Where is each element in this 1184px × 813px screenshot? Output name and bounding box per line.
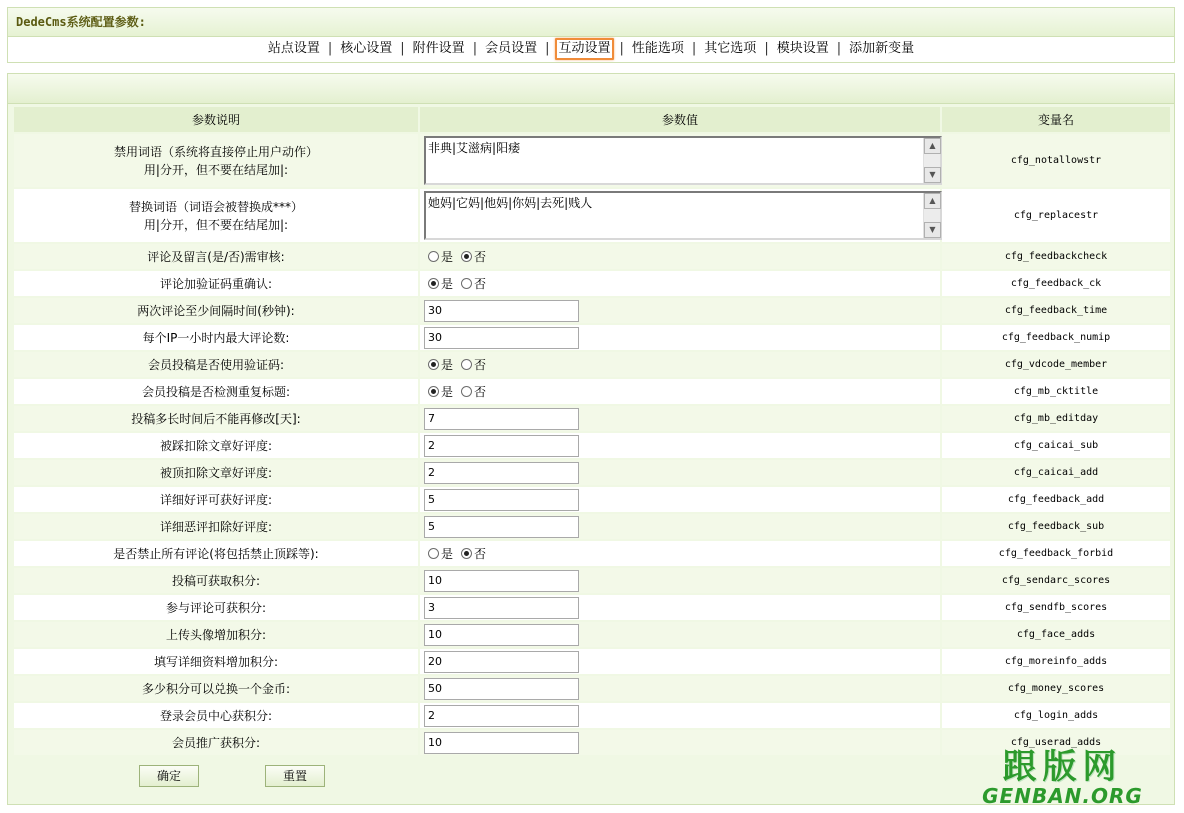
param-description (13, 540, 419, 567)
config-row-cfg_replacestr (13, 188, 1171, 243)
param-description (13, 459, 419, 486)
config-row-cfg_face_adds (13, 621, 1171, 648)
config-row-cfg_mb_editday (13, 405, 1171, 432)
param-variable-name: cfg_vdcode_member (941, 351, 1171, 378)
textarea-scrollbar[interactable] (923, 193, 940, 238)
config-row-cfg_feedback_numip (13, 324, 1171, 351)
param-description-line: 参与评论可获积分: (165, 600, 267, 615)
param-description (13, 513, 419, 540)
radio-label[interactable]: 是 (441, 358, 454, 372)
param-text-input[interactable] (424, 435, 579, 457)
param-value (419, 459, 941, 486)
param-variable-name: cfg_sendfb_scores (941, 594, 1171, 621)
param-description (13, 351, 419, 378)
param-description-line: 被顶扣除文章好评度: (159, 465, 273, 480)
param-text-input[interactable] (424, 462, 579, 484)
nav-separator: | (400, 41, 405, 56)
scroll-up-icon[interactable]: ▲ (924, 193, 941, 209)
param-variable-name: cfg_feedback_sub (941, 513, 1171, 540)
param-description (13, 594, 419, 621)
param-description (13, 188, 419, 243)
param-value (419, 270, 941, 297)
radio-label[interactable]: 是 (441, 250, 454, 264)
param-radio-group (424, 545, 490, 562)
param-variable-name: cfg_mb_cktitle (941, 378, 1171, 405)
param-value (419, 567, 941, 594)
param-value (419, 243, 941, 270)
param-text-input[interactable] (424, 489, 579, 511)
param-description (13, 243, 419, 270)
config-main-panel (7, 73, 1175, 808)
param-radio-group (424, 356, 490, 373)
param-description-line: 替换词语（词语会被替换成***） (128, 199, 303, 214)
radio-button-no[interactable] (461, 386, 472, 397)
param-description-line: 评论加验证码重确认: (159, 276, 273, 291)
param-textarea-value[interactable]: 她妈|它妈|他妈|你妈|去死|贱人 (428, 196, 593, 210)
config-row-cfg_moreinfo_adds (13, 648, 1171, 675)
param-description-line: 会员投稿是否检测重复标题: (141, 384, 291, 399)
param-variable-name: cfg_caicai_sub (941, 432, 1171, 459)
param-description-line: 被踩扣除文章好评度: (159, 438, 273, 453)
param-variable-name: cfg_notallowstr (941, 133, 1171, 188)
param-variable-name: cfg_feedback_time (941, 297, 1171, 324)
param-variable-name: cfg_caicai_add (941, 459, 1171, 486)
radio-label[interactable]: 否 (474, 385, 487, 399)
config-row-cfg_feedback_add (13, 486, 1171, 513)
scroll-up-icon[interactable]: ▲ (924, 138, 941, 154)
param-text-input[interactable] (424, 327, 579, 349)
config-row-cfg_money_scores (13, 675, 1171, 702)
confirm-button[interactable]: 确定 (139, 765, 199, 787)
radio-label[interactable]: 是 (441, 385, 454, 399)
header-variable: 变量名 (941, 106, 1171, 133)
param-variable-name: cfg_moreinfo_adds (941, 648, 1171, 675)
nav-tab-4[interactable]: 互动设置 (555, 38, 613, 60)
param-description (13, 378, 419, 405)
param-description-line: 每个IP一小时内最大评论数: (142, 330, 290, 345)
param-description-line: 填写详细资料增加积分: (153, 654, 279, 669)
radio-label[interactable]: 是 (441, 547, 454, 561)
radio-button-yes[interactable] (428, 251, 439, 262)
config-row-cfg_caicai_sub (13, 432, 1171, 459)
radio-label[interactable]: 是 (441, 277, 454, 291)
radio-button-yes[interactable] (428, 278, 439, 289)
param-radio-group (424, 383, 490, 400)
param-description-line: 详细好评可获好评度: (159, 492, 273, 507)
param-text-input[interactable] (424, 408, 579, 430)
settings-nav (8, 37, 1174, 62)
config-row-cfg_login_adds (13, 702, 1171, 729)
radio-label[interactable]: 否 (474, 547, 487, 561)
radio-button-yes[interactable] (428, 386, 439, 397)
param-description-line: 会员投稿是否使用验证码: (147, 357, 285, 372)
param-value (419, 729, 941, 756)
param-description (13, 729, 419, 756)
param-variable-name: cfg_face_adds (941, 621, 1171, 648)
scroll-down-icon[interactable]: ▼ (924, 222, 941, 238)
config-row-cfg_feedback_sub (13, 513, 1171, 540)
param-value (419, 486, 941, 513)
nav-separator: | (545, 41, 550, 56)
param-description (13, 702, 419, 729)
param-description (13, 648, 419, 675)
config-row-cfg_notallowstr (13, 133, 1171, 188)
param-description (13, 405, 419, 432)
nav-tab-2[interactable]: 附件设置 (412, 41, 465, 56)
radio-button-yes[interactable] (428, 548, 439, 559)
param-description-line: 两次评论至少间隔时间(秒钟): (137, 303, 295, 318)
textarea-scrollbar[interactable] (923, 138, 940, 183)
nav-separator: | (836, 41, 842, 56)
param-description-line: 用|分开，但不要在结尾加|: (143, 162, 289, 177)
param-text-input[interactable] (424, 516, 579, 538)
watermark-en: GENBAN.ORG (982, 784, 1143, 808)
param-variable-name: cfg_feedback_ck (941, 270, 1171, 297)
param-value (419, 675, 941, 702)
param-description-line: 投稿可获取积分: (171, 573, 261, 588)
nav-tab-5[interactable]: 性能选项 (631, 41, 684, 56)
param-value (419, 621, 941, 648)
nav-tab-8[interactable]: 添加新变量 (849, 41, 915, 56)
param-text-input[interactable] (424, 570, 579, 592)
param-radio-group (424, 275, 490, 292)
param-description (13, 675, 419, 702)
radio-button-no[interactable] (461, 278, 472, 289)
radio-button-no[interactable] (461, 251, 472, 262)
param-description-line: 登录会员中心获积分: (159, 708, 273, 723)
radio-button-no[interactable] (461, 359, 472, 370)
param-variable-name: cfg_feedback_forbid (941, 540, 1171, 567)
param-variable-name: cfg_userad_adds (941, 729, 1171, 756)
param-value (419, 432, 941, 459)
param-radio-group (424, 248, 490, 265)
param-description-line: 详细恶评扣除好评度: (159, 519, 273, 534)
param-value (419, 378, 941, 405)
param-description-line: 投稿多长时间后不能再修改[天]: (131, 411, 301, 426)
param-description (13, 133, 419, 188)
config-row-cfg_feedbackcheck (13, 243, 1171, 270)
param-text-input[interactable] (424, 597, 579, 619)
param-variable-name: cfg_sendarc_scores (941, 567, 1171, 594)
param-text-input[interactable] (424, 651, 579, 673)
nav-separator: | (619, 41, 624, 56)
param-value (419, 513, 941, 540)
param-description-line: 禁用词语（系统将直接停止用户动作） (113, 144, 318, 159)
param-description-line: 多少积分可以兑换一个金币: (141, 681, 291, 696)
config-table-header-row (13, 106, 1171, 133)
param-value (419, 702, 941, 729)
param-text-input[interactable] (424, 624, 579, 646)
radio-label[interactable]: 否 (474, 250, 487, 264)
nav-separator: | (764, 41, 769, 56)
nav-separator: | (472, 41, 478, 56)
config-header-panel (7, 7, 1175, 63)
param-description (13, 270, 419, 297)
param-text-input[interactable] (424, 678, 579, 700)
nav-separator: | (691, 41, 697, 56)
param-description (13, 324, 419, 351)
param-variable-name: cfg_feedback_add (941, 486, 1171, 513)
nav-tab-1[interactable]: 核心设置 (340, 41, 393, 56)
param-value (419, 324, 941, 351)
param-value (419, 648, 941, 675)
param-text-input[interactable] (424, 300, 579, 322)
param-value (419, 133, 941, 188)
radio-label[interactable]: 否 (474, 358, 487, 372)
param-description (13, 432, 419, 459)
config-row-cfg_caicai_add (13, 459, 1171, 486)
param-textarea[interactable] (424, 136, 942, 185)
param-description-line: 用|分开，但不要在结尾加|: (143, 217, 289, 232)
config-row-cfg_vdcode_member (13, 351, 1171, 378)
radio-button-no[interactable] (461, 548, 472, 559)
header-value: 参数值 (419, 106, 941, 133)
param-description (13, 621, 419, 648)
nav-tab-7[interactable]: 模块设置 (776, 41, 829, 56)
param-variable-name: cfg_feedback_numip (941, 324, 1171, 351)
nav-tab-6[interactable]: 其它选项 (704, 41, 757, 56)
config-row-cfg_sendfb_scores (13, 594, 1171, 621)
config-row-cfg_sendarc_scores (13, 567, 1171, 594)
param-description (13, 486, 419, 513)
config-table (12, 105, 1172, 757)
radio-label[interactable]: 否 (474, 277, 487, 291)
param-description-line: 是否禁止所有评论(将包括禁止顶踩等): (113, 546, 319, 561)
param-text-input[interactable] (424, 732, 579, 754)
scroll-down-icon[interactable]: ▼ (924, 167, 941, 183)
param-value (419, 188, 941, 243)
config-row-cfg_feedback_time (13, 297, 1171, 324)
param-variable-name: cfg_replacestr (941, 188, 1171, 243)
page-title: DedeCms系统配置参数: (8, 8, 1174, 37)
config-row-cfg_feedback_ck (13, 270, 1171, 297)
reset-button[interactable]: 重置 (265, 765, 325, 787)
param-value (419, 594, 941, 621)
param-textarea[interactable] (424, 191, 942, 240)
param-description-line: 评论及留言(是/否)需审核: (147, 249, 285, 264)
param-value (419, 540, 941, 567)
nav-tab-3[interactable]: 会员设置 (485, 41, 538, 56)
nav-separator: | (327, 41, 333, 56)
genban-watermark-logo (955, 748, 1170, 806)
param-value (419, 351, 941, 378)
main-panel-header-bar (8, 74, 1174, 104)
param-description (13, 297, 419, 324)
radio-button-yes[interactable] (428, 359, 439, 370)
param-description-line: 上传头像增加积分: (165, 627, 267, 642)
param-variable-name: cfg_feedbackcheck (941, 243, 1171, 270)
nav-tab-0[interactable]: 站点设置 (267, 41, 320, 56)
config-row-cfg_feedback_forbid (13, 540, 1171, 567)
header-description: 参数说明 (13, 106, 419, 133)
config-row-cfg_mb_cktitle (13, 378, 1171, 405)
param-textarea-value[interactable]: 非典|艾滋病|阳痿 (428, 141, 521, 155)
param-value (419, 297, 941, 324)
param-variable-name: cfg_login_adds (941, 702, 1171, 729)
param-description (13, 567, 419, 594)
param-variable-name: cfg_money_scores (941, 675, 1171, 702)
param-value (419, 405, 941, 432)
param-text-input[interactable] (424, 705, 579, 727)
watermark-cn: 跟版网 (1002, 747, 1123, 787)
param-description-line: 会员推广获积分: (171, 735, 261, 750)
param-variable-name: cfg_mb_editday (941, 405, 1171, 432)
